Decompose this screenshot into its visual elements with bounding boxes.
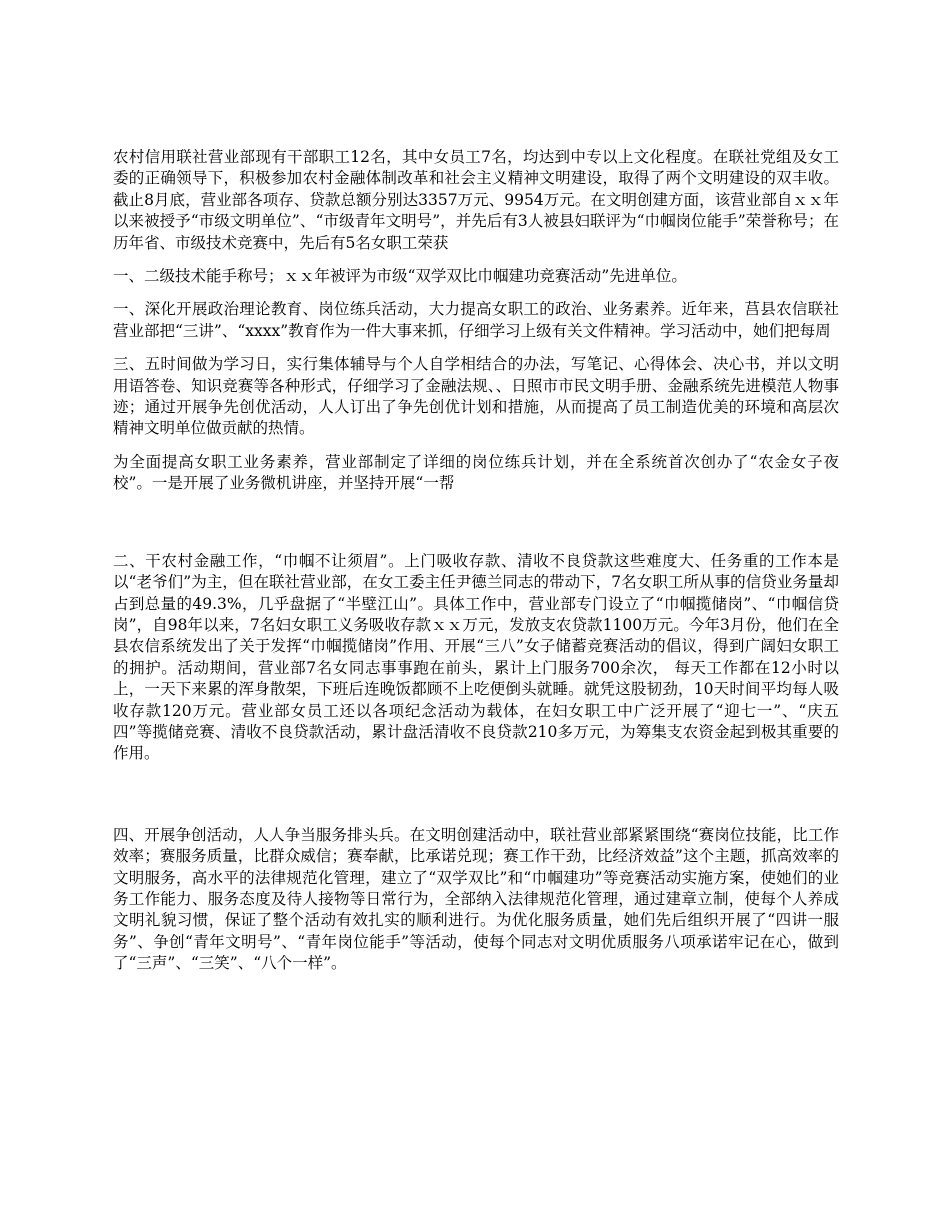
paragraph-honors: 一、二级技术能手称号；ｘｘ年被评为市级“双学双比巾帼建功竞赛活动”先进单位。	[113, 267, 687, 286]
paragraph-section-two: 二、干农村金融工作，“巾帼不让须眉”。上门吸收存款、清收不良贷款这些难度大、任务重的工作本是以“老爷们”为主，但在联社营业部，在女工委主任尹德兰同志的带动下，7名女职工所从事的信贷业务量却占到总量的49.3%，几乎盘据了“半壁江山”。具体工作中，营业部专门设立了“巾帼揽储岗”、“巾帼信贷岗”，自98年以来，7名妇女职工义务吸收存款ｘｘ万元，发放支农贷款1100万元。今年3月份，他们在全县农信系统发出了关于发挥“巾帼揽储岗”作用、开展“三八”女子储蓄竞赛活动的倡议，得到广阔妇女职工的拥护。活动期间，营业部7名女同志事事跑在前头，累计上门服务700余次， 每天工作都在12小时以上，一天下来累的浑身散架，下班后连晚饭都顾不上吃便倒头就睡。就凭这股韧劲，10天时间平均每人吸收存款120万元。营业部女员工还以各项纪念活动为载体，在妇女职工中广泛开展了“迎七一”、“庆五四”等揽储竞赛、清收不良贷款活动，累计盘活清收不良贷款210多万元，为筹集支农资金起到极其重要的作用。	[113, 551, 839, 763]
section-spacer	[113, 507, 839, 551]
paragraph-section-one: 一、深化开展政治理论教育、岗位练兵活动，大力提高女职工的政治、业务素养。近年来，莒县农信联社营业部把“三讲”、“xxxx”教育作为一件大事来抓，仔细学习上级有关文件精神。学习活动中，她们把每周	[113, 300, 839, 340]
paragraph-intro: 农村信用联社营业部现有干部职工12名，其中女员工7名，均达到中专以上文化程度。在联社党组及女工委的正确领导下，积极参加农村金融体制改革和社会主义精神文明建设，取得了两个文明建设的双丰收。截止8月底，营业部各项存、贷款总额分别达3357万元、9954万元。在文明创建方面，该营业部自ｘｘ年以来被授予“市级文明单位”、“市级青年文明号”，并先后有3人被县妇联评为“巾帼岗位能手”荣誉称号；在历年省、市级技术竞赛中，先后有5名女职工荣获	[113, 148, 839, 252]
paragraph-study-days: 三、五时间做为学习日，实行集体辅导与个人自学相结合的办法，写笔记、心得体会、决心书，并以文明用语答卷、知识竞赛等各种形式，仔细学习了金融法规、、日照市市民文明手册、金融系统先进模范人物事迹；通过开展争先创优活动，人人订出了争先创优计划和措施，从而提高了员工制造优美的环境和高层次精神文明单位做贡献的热情。	[113, 355, 839, 438]
paragraph-section-four: 四、开展争创活动，人人争当服务排头兵。在文明创建活动中，联社营业部紧紧围绕“赛岗位技能，比工作效率；赛服务质量，比群众威信；赛奉献，比承诺兑现；赛工作干劲，比经济效益”这个主题，抓高效率的文明服务，高水平的法律规范化管理，建立了“双学双比”和“巾帼建功”等竞赛活动实施方案，使她们的业务工作能力、服务态度及待人接物等日常行为，全部纳入法律规范化管理，通过建章立制，使每个人养成文明礼貌习惯，保证了整个活动有效扎实的顺利进行。为优化服务质量，她们先后组织开展了“四讲一服务”、争创“青年文明号”、“青年岗位能手”等活动，使每个同志对文明优质服务八项承诺牢记在心，做到了“三声”、“三笑”、“八个一样”。	[113, 825, 839, 973]
paragraph-training: 为全面提高女职工业务素养，营业部制定了详细的岗位练兵计划，并在全系统首次创办了“农金女子夜校”。一是开展了业务微机讲座，并坚持开展“一帮	[113, 452, 839, 493]
document-body	[113, 147, 839, 987]
section-spacer	[113, 777, 839, 825]
